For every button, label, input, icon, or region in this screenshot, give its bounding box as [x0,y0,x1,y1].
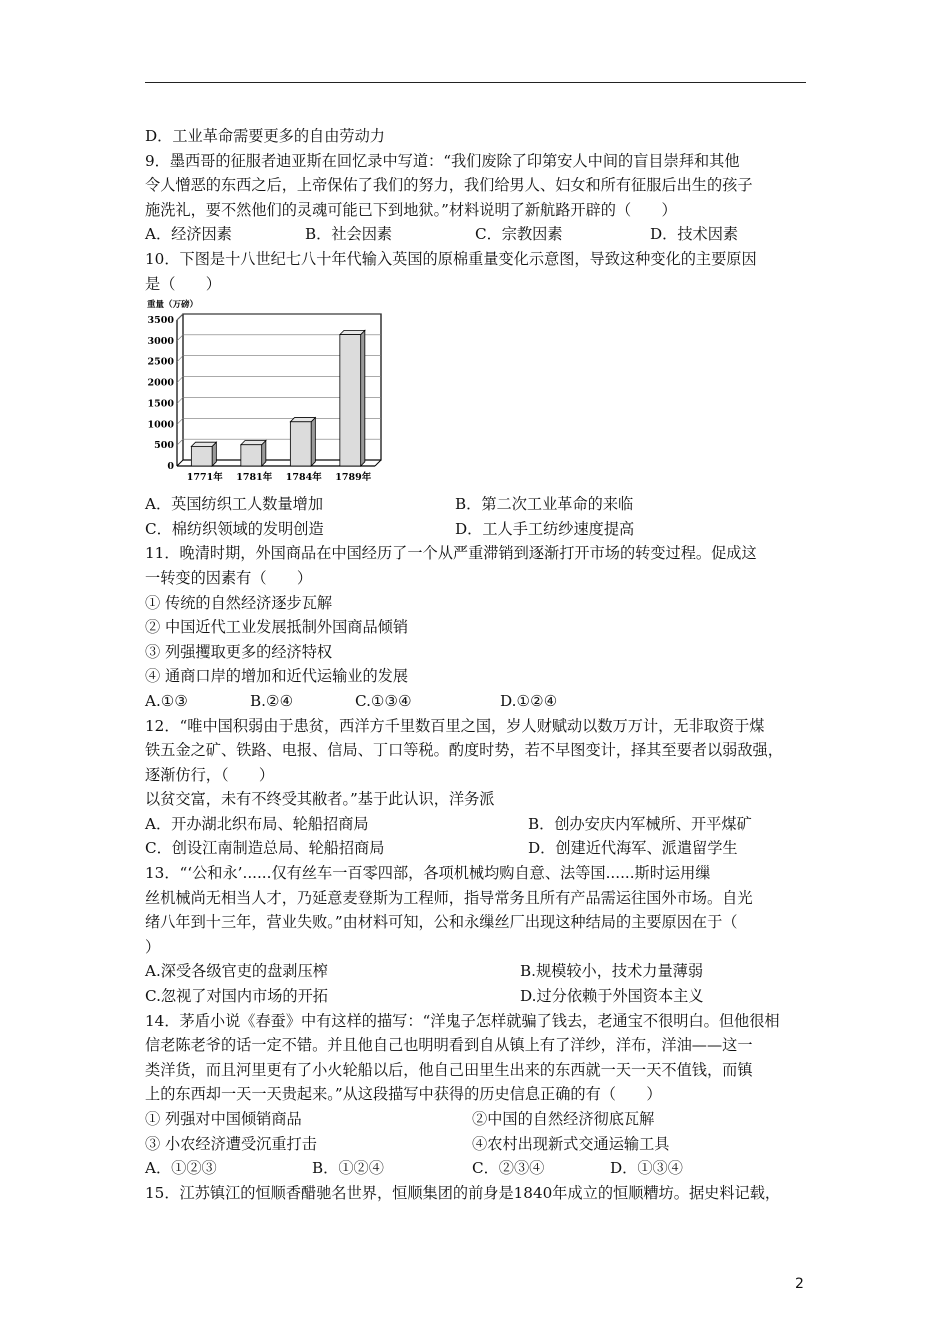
q14-option-c[interactable]: C．②③④ [472,1159,545,1178]
page-number: 2 [795,1276,804,1292]
q13-options-row-1 [145,959,810,984]
q9-option-d[interactable]: D．技术因素 [650,225,739,244]
q10-option-a[interactable]: A．英国纺织工人数量增加 [145,495,324,514]
q10-line-1: 10．下图是十八世纪七八十年代输入英国的原棉重量变化示意图，导致这种变化的主要原因 [145,249,757,268]
chart-gridline [177,314,183,320]
q8-option-d: D．工业革命需要更多的自由劳动力 [145,127,385,145]
chart-gridline [177,335,183,341]
chart-xticks [187,471,372,483]
q14-item-1: ① 列强对中国倾销商品 [145,1110,302,1128]
q14-option-b[interactable]: B．①②④ [312,1159,384,1178]
question-9 [145,149,810,247]
q14-item-4: ④农村出现新式交通运输工具 [472,1134,670,1153]
q9-option-a[interactable]: A．经济因素 [145,225,232,244]
q10-options-row-2 [145,517,810,542]
q12-line-1: 12．“唯中国积弱由于患贫，西洋方千里数百里之国，岁人财赋动以数万万计，无非取资于煤 [145,716,765,735]
chart-ytick-label: 0 [167,461,174,473]
q12-option-b[interactable]: B．创办安庆内军械所、开平煤矿 [528,814,752,833]
chart-gridline [177,398,183,404]
q14-line-4: 上的东西却一天一天贵起来。”从这段描写中获得的历史信息正确的有（ ） [145,1085,662,1104]
chart-bar-front [241,445,262,466]
chart-bar-top [241,441,266,445]
q11-item-2: ② 中国近代工业发展抵制外国商品倾销 [145,618,409,637]
chart-ylabel: 重量（万磅） [147,300,199,311]
q13-option-d[interactable]: D.过分依赖于外国资本主义 [520,987,704,1006]
question-13 [145,861,810,1009]
q12-option-d[interactable]: D．创建近代海军、派遣留学生 [528,839,738,858]
q12-options-row-2 [145,836,810,861]
q12-line-3: 逐渐仿行，（ ） [145,765,275,784]
q14-line-1: 14．茅盾小说《春蚕》中有这样的描写：“洋鬼子怎样就骗了钱去，老通宝不很明白。但他很相 [145,1011,780,1030]
q13-options-row-2 [145,984,810,1009]
chart-bar [241,441,266,466]
header-rule [145,82,806,83]
q13-line-2: 丝机械尚无相当人才，乃延意麦登斯为工程师，指导常务且所有产品需运往国外市场。自光 [145,888,753,907]
q13-option-c[interactable]: C.忽视了对国内市场的开拓 [145,987,328,1006]
chart-bar-top [340,331,365,335]
chart-bar [340,331,365,467]
q9-options [145,222,810,247]
page-content [145,124,810,1205]
q9-line-1: 9．墨西哥的征服者迪亚斯在回忆录中写道：“我们废除了印第安人中间的盲目崇拜和其他 [145,151,740,170]
q12-line-2: 铁五金之矿、铁路、电报、信局、丁口等税。酌度时势，若不早图变计，择其至要者以弱敌强， [145,741,783,760]
q14-line-3: 类洋货，而且河里更有了小火轮船以后，他自己田里生出来的东西就一天一天不值钱，而镇 [145,1060,753,1079]
question-15 [145,1181,810,1206]
chart-bar-side [361,331,365,467]
q13-line-4: ） [145,937,161,956]
question-11 [145,541,810,713]
chart-ytick-label: 1000 [147,419,174,431]
chart-ytick-label: 2500 [147,356,174,368]
q13-line-3: 绪八年到十三年，营业失败。”由材料可知，公和永缫丝厂出现这种结局的主要原因在于（ [145,913,738,932]
q12-option-a[interactable]: A．开办湖北织布局、轮船招商局 [145,814,369,833]
q13-option-b[interactable]: B.规模较小，技术力量薄弱 [520,962,704,981]
q10-option-d[interactable]: D．工人手工纺纱速度提高 [455,519,635,538]
chart-bar-top [290,418,315,422]
q14-options [145,1156,810,1181]
q13-option-a[interactable]: A.深受各级官吏的盘剥压榨 [145,962,328,981]
q15-line-1: 15．江苏镇江的恒顺香醋驰名世界，恒顺集团的前身是1840年成立的恒顺糟坊。据史料记载， [145,1183,781,1202]
chart-bar-front [340,335,361,466]
chart-ytick-label: 2000 [147,377,174,389]
chart-xtick-label: 1789年 [335,472,372,484]
q12-option-c[interactable]: C．创设江南制造总局、轮船招商局 [145,839,385,858]
q14-item-2: ②中国的自然经济彻底瓦解 [472,1110,655,1128]
chart-bar-side [311,418,315,466]
q11-item-1: ① 传统的自然经济逐步瓦解 [145,593,333,612]
chart-bar-front [290,422,311,466]
chart-ytick-label: 1500 [147,398,174,410]
chart-svg [145,298,390,488]
q11-line-1: 11．晚清时期，外国商品在中国经历了一个从严重滞销到逐渐打开市场的转变过程。促成这 [145,544,757,563]
chart-xtick-label: 1781年 [236,472,273,484]
chart-ytick-label: 3000 [147,336,174,348]
q11-option-c[interactable]: C.①③④ [355,691,412,710]
q11-option-a[interactable]: A.①③ [145,691,189,710]
question-10 [145,247,810,541]
chart-gridline [177,439,183,445]
chart-ytick-label: 500 [154,440,174,452]
chart-bar [191,442,216,466]
chart-bar-front [191,447,212,467]
chart-gridline [177,377,183,383]
q11-item-3: ③ 列强攫取更多的经济特权 [145,642,333,661]
q14-item-3: ③ 小农经济遭受沉重打击 [145,1134,317,1153]
q10-option-c[interactable]: C．棉纺织领域的发明创造 [145,519,324,538]
q14-line-2: 信老陈老爷的话一定不错。并且他自己也明明看到自从镇上有了洋纱，洋布，洋油——这一 [145,1036,753,1055]
q10-options-row-1 [145,492,810,517]
q14-option-a[interactable]: A．①②③ [145,1159,217,1178]
q10-line-2: 是（ ） [145,274,221,293]
chart-xtick-label: 1784年 [285,472,322,484]
q11-item-4: ④ 通商口岸的增加和近代运输业的发展 [145,667,409,686]
q13-line-1: 13．“‘公和永’......仅有丝车一百零四部，各项机械均购自意、法等国......斯时运用缫 [145,864,711,883]
q14-items-row-1 [145,1107,810,1132]
chart-bar [290,418,315,466]
q9-option-b[interactable]: B．社会因素 [305,225,393,244]
chart-xtick-label: 1771年 [186,472,223,484]
q11-options [145,689,810,714]
q9-option-c[interactable]: C．宗教因素 [475,225,563,244]
cotton-import-chart [145,298,390,488]
q14-items-row-2 [145,1132,810,1157]
chart-frame-edge [375,460,381,466]
q9-line-2: 令人憎恶的东西之后，上帝保佑了我们的努力，我们给男人、妇女和所有征服后出生的孩子 [145,176,753,195]
q9-line-3: 施洗礼，要不然他们的灵魂可能已下到地狱。”材料说明了新航路开辟的（ ） [145,200,677,219]
question-12 [145,714,810,862]
question-14 [145,1009,810,1181]
q11-option-b[interactable]: B.②④ [250,691,294,710]
chart-frame-edge [177,460,183,466]
q11-option-d[interactable]: D.①②④ [500,691,558,710]
chart-yticks [148,315,175,472]
chart-gridline [177,356,183,362]
q11-line-2: 一转变的因素有（ ） [145,568,313,587]
q10-option-b[interactable]: B．第二次工业革命的来临 [455,495,634,514]
q14-option-d[interactable]: D．①③④ [610,1159,683,1178]
q12-options-row-1 [145,812,810,837]
q12-line-4: 以贫交富，未有不终受其敝者。”基于此认识，洋务派 [145,790,495,809]
chart-bar-top [191,442,216,446]
chart-gridline [177,418,183,424]
chart-ytick-label: 3500 [147,315,174,327]
